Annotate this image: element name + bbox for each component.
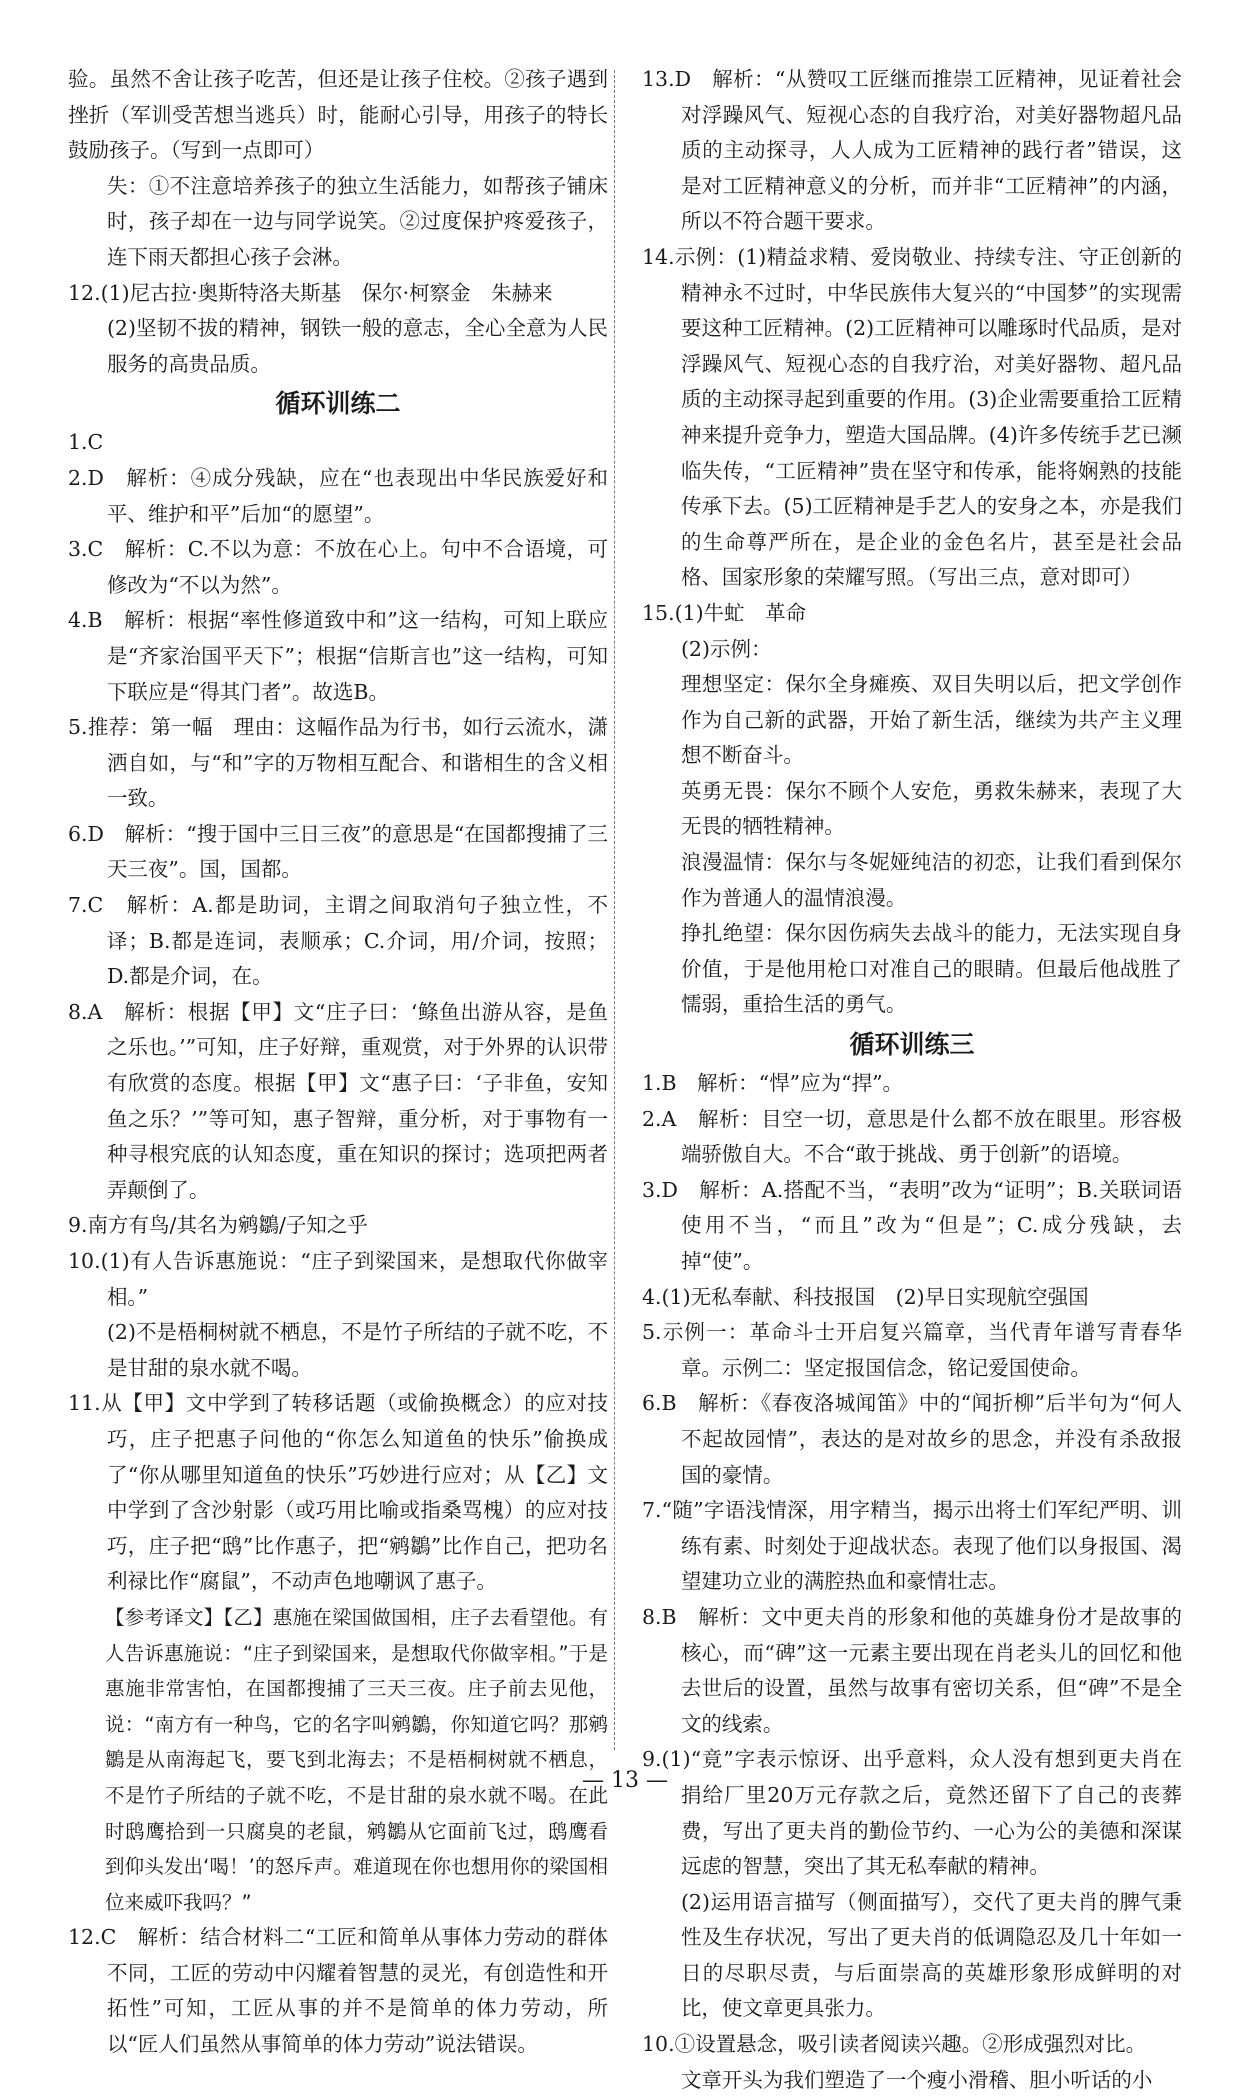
answer-paragraph: 6.B 解析：《春夜洛城闻笛》中的“闻折柳”后半句为“何人不起故园情”，表达的是对故乡的思念，并没有杀敌报国的豪情。 <box>642 1391 1182 1487</box>
answer-paragraph: 【参考译文】【乙】惠施在梁国做国相，庄子去看望他。有人告诉惠施说：“庄子到梁国来，是想取代你做宰相。”于是惠施非常害怕，在国都搜捕了三天三夜。庄子前去见他，说：“南方有一种鸟，它的名字叫鹓鶵，你知道它吗？那鹓鶵是从南海起飞，要飞到北海去；不是梧桐树就不栖息，不是竹子所结的子就不吃，不是甘甜的泉水就不喝。在此时鸱鹰拾到一只腐臭的老鼠，鹓鶵从它面前飞过，鸱鹰看到仰头发出‘喝！’的怒斥声。难道现在你也想用你的梁国相位来威吓我吗？” <box>105 1605 608 1914</box>
answer-paragraph: 10.(1)有人告诉惠施说：“庄子到梁国来，是想取代你做宰相。” <box>68 1249 608 1309</box>
column-divider <box>614 70 615 1750</box>
answer-paragraph: 8.B 解析：文中更夫肖的形象和他的英雄身份才是故事的核心，而“碑”这一元素主要出现在肖老头儿的回忆和他去世后的设置，虽然与故事有密切关系，但“碑”不是全文的线索。 <box>642 1604 1182 1736</box>
answer-paragraph: 1.C <box>68 430 104 455</box>
answer-paragraph: 浪漫温情：保尔与冬妮娅纯洁的初恋，让我们看到保尔作为普通人的温情浪漫。 <box>680 850 1182 910</box>
answer-paragraph: 13.D 解析：“从赞叹工匠继而推崇工匠精神，见证着社会对浮躁风气、短视心态的自我疗治，对美好器物超凡品质的主动探寻，人人成为工匠精神的践行者”错误，这是对工匠精神意义的分析，而并非“工匠精神”的内涵，所以不符合题干要求。 <box>642 67 1182 234</box>
answer-paragraph: (2)不是梧桐树就不栖息，不是竹子所结的子就不吃，不是甘甜的泉水就不喝。 <box>106 1320 608 1380</box>
answer-paragraph: 5.示例一：革命斗士开启复兴篇章，当代青年谱写青春华章。示例二：坚定报国信念，铭记爱国使命。 <box>642 1320 1182 1380</box>
answer-paragraph: 英勇无畏：保尔不顾个人安危，勇救朱赫来，表现了大无畏的牺牲精神。 <box>680 778 1182 839</box>
answer-paragraph: 1.B 解析：“悍”应为“捍”。 <box>642 1071 904 1096</box>
answer-paragraph: 3.C 解析：C.不以为意：不放在心上。句中不合语境，可修改为“不以为然”。 <box>68 537 608 597</box>
answer-paragraph: 2.D 解析：④成分残缺，应在“也表现出中华民族爱好和平、维护和平”后加“的愿望”。 <box>68 465 608 526</box>
answer-paragraph: 11.从【甲】文中学到了转移话题（或偷换概念）的应对技巧，庄子把惠子问他的“你怎么知道鱼的快乐”偷换成了“你从哪里知道鱼的快乐”巧妙进行应对；从【乙】文中学到了含沙射影（或巧用比喻或指桑骂槐）的应对技巧，庄子把“鸱”比作惠子，把“鹓鶵”比作自己，把功名利禄比作“腐鼠”，不动声色地嘲讽了惠子。 <box>68 1391 608 1594</box>
answer-paragraph: 15.(1)牛虻 革命 <box>642 600 807 625</box>
answer-paragraph: 7.“随”字语浅情深，用字精当，揭示出将士们军纪严明、训练有素、时刻处于迎战状态。表现了他们以身报国、渴望建功立业的满腔热血和豪情壮志。 <box>642 1498 1182 1594</box>
answer-paragraph: 4.(1)无私奉献、科技报国 (2)早日实现航空强国 <box>642 1284 1089 1309</box>
answer-paragraph: 6.D 解析：“搜于国中三日三夜”的意思是“在国都搜捕了三天三夜”。国，国都。 <box>68 821 608 882</box>
answer-paragraph: 4.B 解析：根据“率性修道致中和”这一结构，可知上联应是“齐家治国平天下”；根据“信斯言也”这一结构，可知下联应是“得其门者”。故选B。 <box>68 608 608 704</box>
answer-paragraph: 9.(1)“竟”字表示惊讶、出乎意料，众人没有想到更夫肖在捐给厂里20万元存款之后，竟然还留下了自己的丧葬费，写出了更夫肖的勤俭节约、一心为公的美德和深谋远虑的智慧，突出了其无私奉献的精神。 <box>642 1747 1182 1879</box>
answer-paragraph: 挣扎绝望：保尔因伤病失去战斗的能力，无法实现自身价值，于是他用枪口对准自己的眼睛。但最后他战胜了懦弱，重拾生活的勇气。 <box>680 921 1182 1017</box>
answer-paragraph: 理想坚定：保尔全身瘫痪、双目失明以后，把文学创作作为自己新的武器，开始了新生活，继续为共产主义理想不断奋斗。 <box>680 672 1182 768</box>
left-column <box>68 62 608 2063</box>
answer-paragraph: 3.D 解析：A.搭配不当，“表明”改为“证明”；B.关联词语使用不当，“而且”改为“但是”；C.成分残缺，去掉“使”。 <box>642 1177 1182 1273</box>
section-heading: 循环训练二 <box>275 389 401 419</box>
answer-paragraph: 12.(1)尼古拉·奥斯特洛夫斯基 保尔·柯察金 朱赫来 <box>68 280 553 305</box>
answer-paragraph: (2)示例： <box>680 636 772 661</box>
answer-paragraph: 失：①不注意培养孩子的独立生活能力，如帮孩子铺床时，孩子却在一边与同学说笑。②过度保护疼爱孩子，连下雨天都担心孩子会淋。 <box>106 173 608 269</box>
page-number: — 13 — <box>582 1768 668 1793</box>
answer-paragraph: 文章开头为我们塑造了一个瘦小滑稽、胆小听话的小 <box>680 2067 1153 2092</box>
answer-paragraph: (2)坚韧不拔的精神，钢铁一般的意志，全心全意为人民服务的高贵品质。 <box>106 316 608 376</box>
section-heading: 循环训练三 <box>849 1030 975 1060</box>
answer-paragraph: 14.示例：(1)精益求精、爱岗敬业、持续专注、守正创新的精神永不过时，中华民族伟大复兴的“中国梦”的实现需要这种工匠精神。(2)工匠精神可以雕琢时代品质，是对浮躁风气、短视心态的自我疗治，对美好器物、超凡品质的主动探寻起到重要的作用。(3)企业需要重拾工匠精神来提升竞争力，塑造大国品牌。(4)许多传统手艺已濒临失传，“工匠精神”贵在坚守和传承，能将娴熟的技能传承下去。(5)工匠精神是手艺人的安身之本，亦是我们的生命尊严所在，是企业的金色名片，甚至是社会品格、国家形象的荣耀写照。（写出三点，意对即可） <box>642 244 1182 590</box>
answer-paragraph: 10.①设置悬念，吸引读者阅读兴趣。②形成强烈对比。 <box>642 2032 1147 2057</box>
answer-paragraph: 5.推荐：第一幅 理由：这幅作品为行书，如行云流水，潇洒自如，与“和”字的万物相互配合、和谐相生的含义相一致。 <box>68 715 608 811</box>
answer-paragraph: 9.南方有鸟/其名为鹓鶵/子知之乎 <box>68 1213 368 1238</box>
answer-paragraph: 2.A 解析：目空一切，意思是什么都不放在眼里。形容极端骄傲自大。不合“敢于挑战、勇于创新”的语境。 <box>642 1106 1182 1167</box>
answer-paragraph: (2)运用语言描写（侧面描写），交代了更夫肖的脾气秉性及生存状况，写出了更夫肖的低调隐忍及几十年如一日的尽职尽责，与后面崇高的英雄形象形成鲜明的对比，使文章更具张力。 <box>680 1889 1182 2021</box>
answer-paragraph: 7.C 解析：A.都是助词，主谓之间取消句子独立性，不译；B.都是连词，表顺承；C.介词，用/介词，按照；D.都是介词，在。 <box>68 893 608 989</box>
answer-paragraph: 验。虽然不舍让孩子吃苦，但还是让孩子住校。②孩子遇到挫折（军训受苦想当逃兵）时，能耐心引导，用孩子的特长鼓励孩子。（写到一点即可） <box>68 67 608 163</box>
answer-paragraph: 12.C 解析：结合材料二“工匠和简单从事体力劳动的群体不同，工匠的劳动中闪耀着智慧的灵光，有创造性和开拓性”可知，工匠从事的并不是简单的体力劳动，所以“匠人们虽然从事简单的体力劳动”说法错误。 <box>68 1925 608 2057</box>
answer-paragraph: 8.A 解析：根据【甲】文“庄子曰：‘鲦鱼出游从容，是鱼之乐也。’”可知，庄子好辩，重观赏，对于外界的认识带有欣赏的态度。根据【甲】文“惠子曰：‘子非鱼，安知鱼之乐？’”等可知，惠子智辩，重分析，对于事物有一种寻根究底的认知态度，重在知识的探讨；选项把两者弄颠倒了。 <box>68 999 608 1202</box>
